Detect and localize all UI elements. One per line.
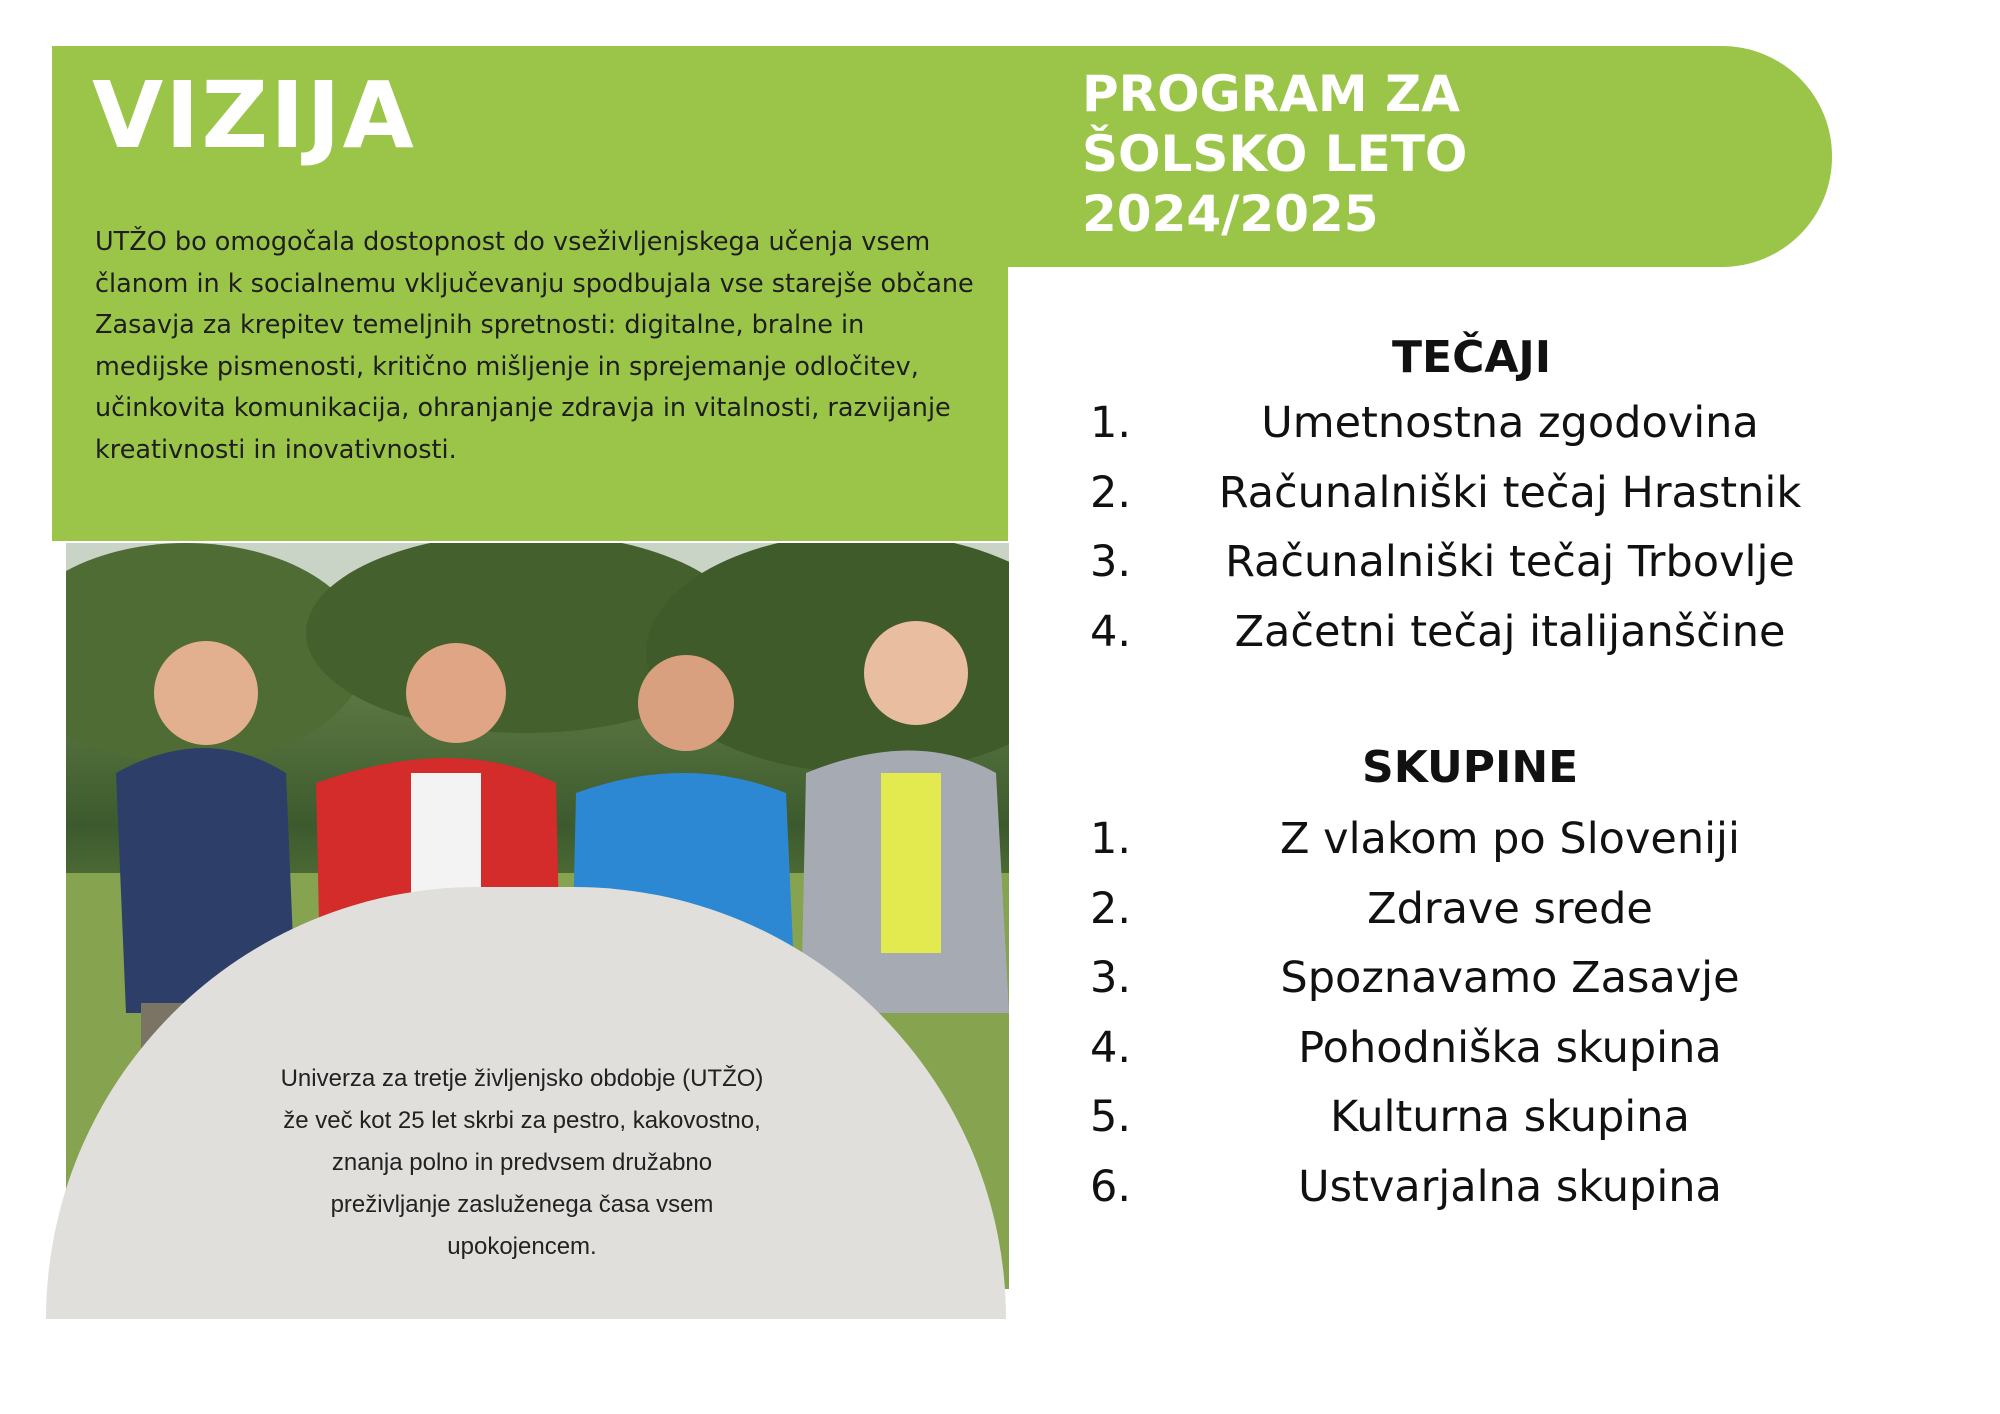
about-line: preživljanje zasluženega časa vsem — [330, 1191, 714, 1218]
item-label: Kulturna skupina — [1330, 1092, 1690, 1142]
program-title-line: PROGRAM ZA — [1082, 65, 1461, 123]
item-number: 2. — [1090, 883, 1132, 934]
about-line: že več kot 25 let skrbi za pestro, kakovostno, — [283, 1107, 761, 1134]
item-number: 3. — [1090, 953, 1132, 1003]
item-label: Spoznavamo Zasavje — [1280, 953, 1740, 1003]
list-item — [1090, 607, 1850, 677]
about-line: Univerza za tretje življenjsko obdobje (UTŽO) — [280, 1065, 764, 1092]
program-title-line: ŠOLSKO LETO — [1082, 125, 1468, 183]
vision-title: VIZIJA — [92, 62, 416, 169]
about-line: upokojencem. — [447, 1233, 597, 1260]
item-label: Začetni tečaj italijanščine — [1234, 606, 1786, 657]
list-item — [1090, 884, 1850, 954]
item-number: 4. — [1090, 606, 1132, 657]
list-item — [1090, 814, 1850, 884]
about-line: znanja polno in predvsem družabno — [331, 1149, 713, 1176]
list-item — [1090, 468, 1850, 538]
list-item — [1090, 537, 1850, 607]
item-label: Pohodniška skupina — [1298, 1022, 1722, 1073]
about-text — [192, 1058, 852, 1268]
item-label: Ustvarjalna skupina — [1298, 1161, 1722, 1212]
vision-text: UTŽO bo omogočala dostopnost do vseživljenjskega učenja vsem članom in k socialnemu vključevanju spodbujala vse starejše občane Zasavja za krepitev temeljnih spretnosti: digitalne, bralne in medijske pismenosti, kritično mišljenje in sprejemanje odločitev, učinkovita komunikacija, ohranjanje zdravja in vitalnosti, razvijanje kreativnosti in inovativnosti. — [95, 227, 974, 465]
courses-heading: TEČAJI — [1392, 332, 1552, 383]
program-title — [1082, 64, 1467, 244]
list-item — [1090, 1023, 1850, 1093]
item-number: 4. — [1090, 1022, 1132, 1073]
program-title-line: 2024/2025 — [1082, 185, 1379, 243]
item-number: 2. — [1090, 467, 1132, 518]
item-number: 1. — [1090, 814, 1132, 864]
list-item — [1090, 1092, 1850, 1162]
item-number: 5. — [1090, 1092, 1132, 1142]
list-item — [1090, 953, 1850, 1023]
list-item — [1090, 398, 1850, 468]
item-label: Računalniški tečaj Hrastnik — [1218, 467, 1802, 518]
groups-heading: SKUPINE — [1362, 742, 1579, 793]
item-label: Z vlakom po Sloveniji — [1280, 814, 1740, 864]
item-label: Zdrave srede — [1367, 883, 1653, 934]
list-item — [1090, 1162, 1850, 1232]
groups-list — [1090, 814, 1850, 1231]
item-label: Računalniški tečaj Trbovlje — [1225, 537, 1795, 587]
item-label: Umetnostna zgodovina — [1261, 398, 1759, 448]
item-number: 3. — [1090, 537, 1132, 587]
courses-list — [1090, 398, 1850, 676]
item-number: 6. — [1090, 1161, 1132, 1212]
item-number: 1. — [1090, 398, 1132, 448]
